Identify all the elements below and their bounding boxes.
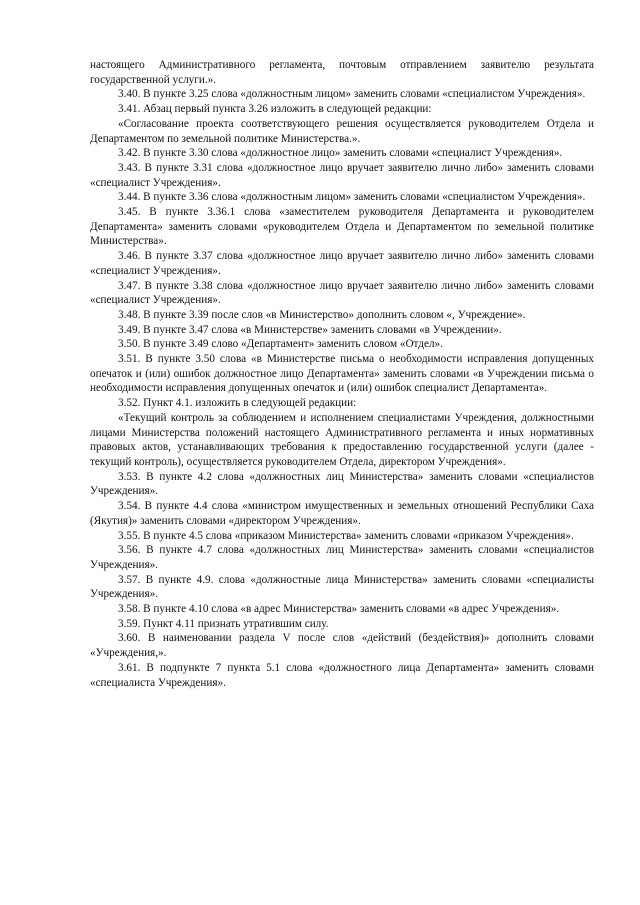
- paragraph: 3.41. Абзац первый пункта 3.26 изложить в следующей редакции:: [118, 103, 432, 116]
- paragraph: 3.49. В пункте 3.47 слова «в Министерстве» заменить словами «в Учреждении».: [118, 323, 502, 336]
- paragraph: 3.52. Пункт 4.1. изложить в следующей редакции:: [118, 397, 357, 410]
- paragraph: 3.44. В пункте 3.36 слова «должностным лицом» заменить словами «специалистом Учреждения».: [118, 191, 586, 204]
- paragraph: 3.53. В пункте 4.2 слова «должностных лиц Министерства» заменить словами «специалистов Учреждения».: [90, 470, 594, 498]
- paragraph: 3.60. В наименовании раздела V после слов «действий (бездействия)» дополнить словами «Учреждения,».: [90, 632, 594, 660]
- paragraph: 3.50. В пункте 3.49 слово «Департамент» заменить словом «Отдел».: [118, 338, 443, 351]
- paragraph: «Текущий контроль за соблюдением и исполнением специалистами Учреждения, должностными лицами Министерства положений настоящего Административного регламента и иных нормативных правовых актов, устанавливающих требования к предоставлению государственной услуги (далее - текущий контроль), осуществляется руководителем Отдела, директором Учреждения».: [90, 411, 594, 468]
- paragraph: 3.57. В пункте 4.9. слова «должностные лица Министерства» заменить словами «специалисты Учреждения».: [90, 573, 594, 601]
- paragraph: 3.55. В пункте 4.5 слова «приказом Министерства» заменить словами «приказом Учреждения».: [118, 529, 574, 542]
- paragraph: 3.48. В пункте 3.39 после слов «в Министерство» дополнить словом «, Учреждение».: [118, 308, 526, 321]
- paragraph: 3.54. В пункте 4.4 слова «министром имущественных и земельных отношений Республики Саха (Якутия)» заменить словами «директором Учреждения».: [90, 500, 594, 527]
- paragraph: 3.59. Пункт 4.11 признать утратившим силу.: [118, 617, 329, 630]
- paragraph: «Согласование проекта соответствующего решения осуществляется руководителем Отдела и Департаментом по земельной политике Министерства.».: [90, 117, 594, 145]
- paragraph: 3.43. В пункте 3.31 слова «должностное лицо вручает заявителю лично либо» заменить словами «специалист Учреждения».: [90, 161, 594, 189]
- paragraph: настоящего Административного регламента, почтовым отправлением заявителю результата государственной услуги.».: [90, 59, 594, 86]
- paragraph: 3.46. В пункте 3.37 слова «должностное лицо вручает заявителю лично либо» заменить словами «специалист Учреждения».: [90, 250, 594, 277]
- document-page: [90, 58, 594, 690]
- paragraph: 3.56. В пункте 4.7 слова «должностных лиц Министерства» заменить словами «специалистов Учреждения».: [90, 544, 594, 571]
- paragraph: 3.40. В пункте 3.25 слова «должностным лицом» заменить словами «специалистом Учреждения».: [118, 88, 586, 101]
- paragraph: 3.61. В подпункте 7 пункта 5.1 слова «должностного лица Департамента» заменить словами «специалиста Учреждения».: [90, 661, 594, 689]
- paragraph: 3.45. В пункте 3.36.1 слова «заместителем руководителя Департамента и руководителем Департамента» заменить словами «руководителем Отдела и Департаментом по земельной политике Министерства».: [90, 206, 594, 248]
- paragraph: 3.42. В пункте 3.30 слова «должностное лицо» заменить словами «специалист Учреждения».: [118, 147, 563, 160]
- paragraph: 3.47. В пункте 3.38 слова «должностное лицо вручает заявителю лично либо» заменить словами «специалист Учреждения».: [90, 279, 594, 307]
- paragraph: 3.58. В пункте 4.10 слова «в адрес Министерства» заменить словами «в адрес Учреждения».: [118, 603, 560, 616]
- paragraph: 3.51. В пункте 3.50 слова «в Министерстве письма о необходимости исправления допущенных опечаток и (или) ошибок должностное лицо Департамента» заменить словами «в Учреждении письма о необходимости исправления допущенных опечаток и (или) ошибок специалист Департамента».: [90, 353, 594, 395]
